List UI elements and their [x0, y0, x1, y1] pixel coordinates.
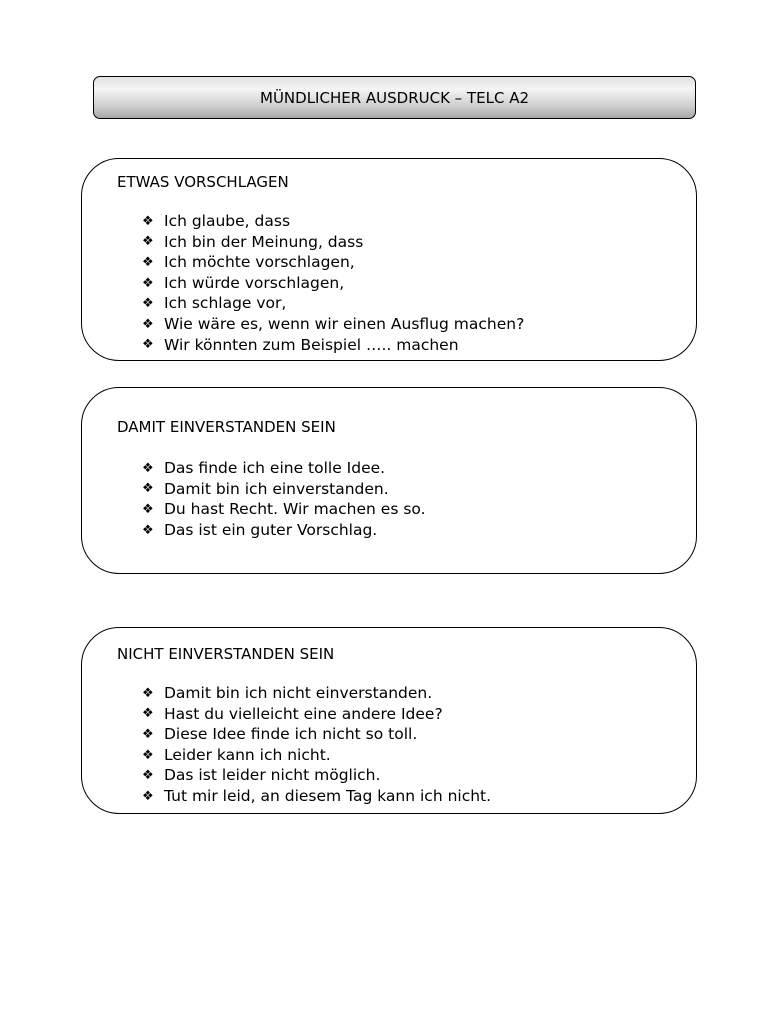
phrase-text: Wir könnten zum Beispiel ….. machen: [164, 335, 459, 354]
list-item: [142, 765, 491, 786]
phrase-text: Ich möchte vorschlagen,: [164, 253, 355, 272]
list-item: [142, 458, 426, 479]
phrase-text: Ich würde vorschlagen,: [164, 273, 345, 292]
title-banner: [93, 76, 696, 119]
bullet-icon: ❖: [142, 685, 154, 701]
phrase-list: [142, 211, 524, 355]
list-item: [142, 273, 524, 294]
phrase-text: Ich glaube, dass: [164, 212, 291, 230]
bullet-icon: ❖: [142, 234, 154, 250]
section-heading: ETWAS VORSCHLAGEN: [117, 173, 289, 191]
list-item: [142, 335, 524, 356]
list-item: [142, 724, 491, 745]
bullet-icon: ❖: [142, 481, 154, 497]
phrase-text: Ich schlage vor,: [164, 294, 287, 313]
list-item: [142, 479, 426, 500]
bullet-icon: ❖: [142, 296, 154, 312]
section-card-etwas-vorschlagen: [81, 158, 697, 361]
list-item: [142, 314, 524, 335]
phrase-text: Diese Idee finde ich nicht so toll.: [164, 725, 418, 744]
section-card-nicht-einverstanden-sein: [81, 627, 697, 814]
list-item: [142, 683, 491, 704]
bullet-icon: ❖: [142, 522, 154, 538]
bullet-icon: ❖: [142, 768, 154, 784]
list-item: [142, 252, 524, 273]
bullet-icon: ❖: [142, 726, 154, 742]
phrase-text: Leider kann ich nicht.: [164, 745, 331, 764]
bullet-icon: ❖: [142, 788, 154, 804]
phrase-text: Das ist ein guter Vorschlag.: [164, 520, 378, 539]
list-item: [142, 232, 524, 253]
bullet-icon: ❖: [142, 213, 154, 229]
section-card-damit-einverstanden-sein: [81, 387, 697, 574]
list-item: [142, 786, 491, 807]
phrase-text: Du hast Recht. Wir machen es so.: [164, 500, 426, 519]
bullet-icon: ❖: [142, 316, 154, 332]
list-item: [142, 293, 524, 314]
section-heading: DAMIT EINVERSTANDEN SEIN: [117, 418, 336, 436]
phrase-text: Das ist leider nicht möglich.: [164, 766, 381, 785]
page-title: MÜNDLICHER AUSDRUCK – TELC A2: [260, 88, 529, 107]
bullet-icon: ❖: [142, 501, 154, 517]
phrase-text: Damit bin ich nicht einverstanden.: [164, 684, 433, 702]
phrase-text: Hast du vielleicht eine andere Idee?: [164, 704, 443, 723]
phrase-text: Wie wäre es, wenn wir einen Ausflug machen?: [164, 314, 525, 333]
list-item: [142, 704, 491, 725]
phrase-text: Tut mir leid, an diesem Tag kann ich nicht.: [164, 786, 492, 805]
bullet-icon: ❖: [142, 337, 154, 353]
list-item: [142, 499, 426, 520]
bullet-icon: ❖: [142, 460, 154, 476]
list-item: [142, 745, 491, 766]
section-heading: NICHT EINVERSTANDEN SEIN: [117, 645, 335, 663]
phrase-list: [142, 683, 491, 807]
bullet-icon: ❖: [142, 706, 154, 722]
phrase-text: Damit bin ich einverstanden.: [164, 479, 389, 498]
list-item: [142, 520, 426, 541]
phrase-text: Das finde ich eine tolle Idee.: [164, 459, 386, 477]
bullet-icon: ❖: [142, 747, 154, 763]
phrase-text: Ich bin der Meinung, dass: [164, 232, 364, 251]
bullet-icon: ❖: [142, 254, 154, 270]
bullet-icon: ❖: [142, 275, 154, 291]
list-item: [142, 211, 524, 232]
phrase-list: [142, 458, 426, 540]
